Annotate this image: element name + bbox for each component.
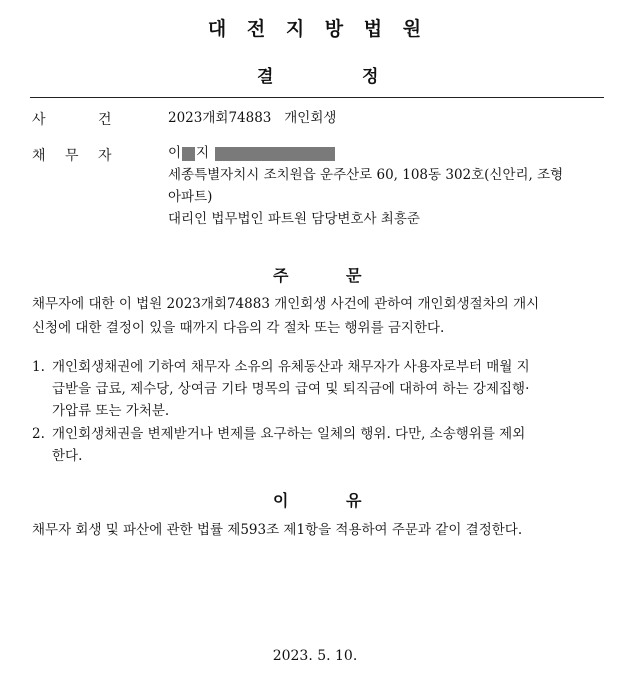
order-item-2-number: 2.	[32, 426, 45, 442]
reason-heading-char-2: 유	[346, 491, 362, 510]
order-paragraph	[32, 292, 606, 340]
debtor-address-line2: 아파트)	[168, 189, 213, 205]
debtor-name	[168, 142, 335, 164]
order-paragraph-line1: 채무자에 대한 이 법원 2023개회74883 개인회생 사건에 관하여 개인회생절차의 개시	[32, 296, 540, 312]
debtor-address-line1: 세종특별자치시 조치원읍 운주산로 60, 108동 302호(신안리, 조형	[168, 167, 564, 183]
redaction-block-2	[215, 147, 335, 161]
redaction-block-1	[182, 147, 195, 161]
reason-heading-char-1: 이	[273, 491, 289, 510]
order-item-1-number: 1.	[32, 359, 45, 375]
document-type-char-1: 결	[257, 67, 274, 87]
document-type-char-2: 정	[362, 67, 379, 87]
reason-text: 채무자 회생 및 파산에 관한 법률 제593조 제1항을 적용하여 주문과 같이 결정한다.	[32, 522, 523, 538]
order-heading-char-1: 주	[273, 266, 289, 285]
header-divider	[30, 97, 604, 98]
order-item-2-line1: 개인회생채권을 변제받거나 변제를 요구하는 일체의 행위. 다만, 소송행위를 제외	[52, 426, 526, 442]
case-label-char-2: 건	[98, 112, 112, 128]
order-item-1-line2: 급받을 급료, 제수당, 상여금 기타 명목의 급여 및 퇴직금에 대하여 하는 강제집행·	[52, 381, 530, 397]
court-name: 대 전 지 방 법 원	[207, 18, 423, 40]
debtor-name-middle: 지	[196, 145, 210, 161]
debtor-name-prefix: 이	[168, 145, 182, 161]
order-paragraph-line2: 신청에 대한 결정이 있을 때까지 다음의 각 절차 또는 행위를 금지한다.	[32, 320, 445, 336]
order-item-2-line2: 한다.	[52, 448, 83, 464]
order-heading-char-2: 문	[346, 266, 362, 285]
order-item-1-line3: 가압류 또는 가처분.	[52, 403, 170, 419]
debtor-label-char-3: 자	[98, 148, 112, 164]
order-item-1-line1: 개인회생채권에 기하여 채무자 소유의 유체동산과 채무자가 사용자로부터 매월 지	[52, 359, 530, 375]
decision-date: 2023. 5. 10.	[272, 648, 358, 664]
debtor-agent: 대리인 법무법인 파트원 담당변호사 최흥준	[168, 211, 420, 227]
case-label-char-1: 사	[32, 112, 46, 128]
debtor-label-char-2: 무	[65, 148, 79, 164]
case-number: 2023개회74883 개인회생	[168, 110, 337, 126]
debtor-label-char-1: 채	[32, 148, 46, 164]
